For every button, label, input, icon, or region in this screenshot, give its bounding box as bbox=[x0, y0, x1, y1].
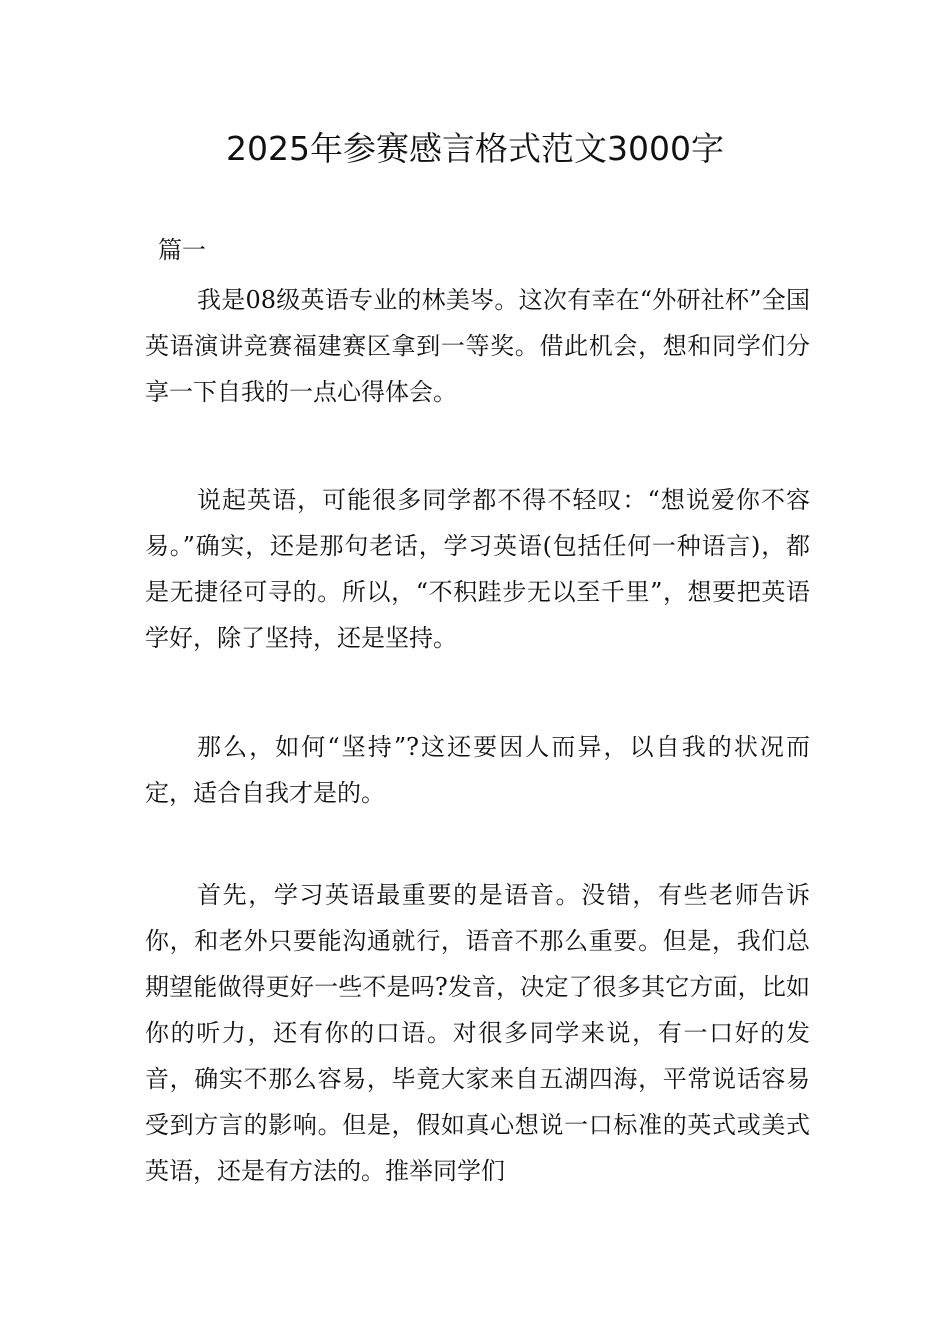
section-label: 篇一 bbox=[158, 236, 206, 264]
paragraph-2: 说起英语，可能很多同学都不得不轻叹：“想说爱你不容易。”确实，还是那句老话，学习英语(包括任何一种语言)，都是无捷径可寻的。所以，“不积跬步无以至千里”，想要把英语学好，除了坚持，还是坚持。 bbox=[145, 486, 810, 652]
page-title: 2025年参赛感言格式范文3000字 bbox=[226, 129, 724, 168]
paragraph-1: 我是08级英语专业的林美岑。这次有幸在“外研社杯”全国英语演讲竞赛福建赛区拿到一等奖。借此机会，想和同学们分享一下自我的一点心得体会。 bbox=[145, 286, 810, 406]
paragraph-3: 那么，如何“坚持”?这还要因人而异，以自我的状况而定，适合自我才是的。 bbox=[145, 733, 810, 807]
paragraph-4: 首先，学习英语最重要的是语音。没错，有些老师告诉你，和老外只要能沟通就行，语音不那么重要。但是，我们总期望能做得更好一些不是吗?发音，决定了很多其它方面，比如你的听力，还有你的口语。对很多同学来说，有一口好的发音，确实不那么容易，毕竟大家来自五湖四海，平常说话容易受到方言的影响。但是，假如真心想说一口标准的英式或美式英语，还是有方法的。推举同学们 bbox=[145, 881, 810, 1185]
